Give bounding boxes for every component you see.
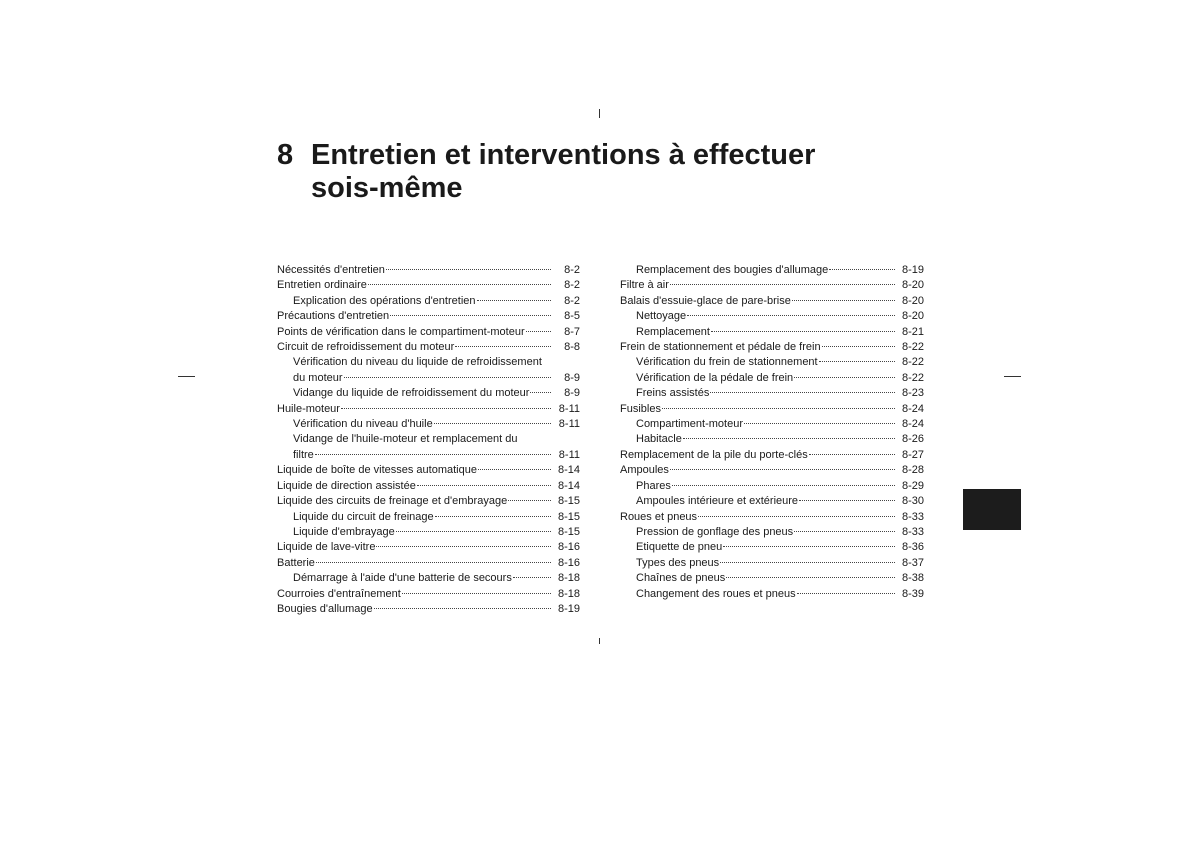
toc-entry[interactable] xyxy=(620,510,924,525)
toc-entry-page: 8-19 xyxy=(557,602,580,615)
toc-entry-page: 8-15 xyxy=(557,525,580,538)
toc-dot-leader xyxy=(822,346,895,347)
toc-entry-page: 8-39 xyxy=(901,587,924,600)
toc-entry-page: 8-5 xyxy=(564,310,580,323)
toc-entry-page: 8-29 xyxy=(901,479,924,492)
chapter-title xyxy=(277,139,917,205)
toc-entry[interactable] xyxy=(620,278,924,293)
toc-entry-page: 8-2 xyxy=(564,264,580,276)
toc-entry-label: Balais d'essuie-glace de pare-brise xyxy=(620,294,791,307)
toc-entry-page: 8-38 xyxy=(901,572,924,585)
toc-entry[interactable] xyxy=(620,525,924,540)
toc-dot-leader xyxy=(794,377,895,378)
toc-entry[interactable] xyxy=(277,525,580,540)
toc-entry-label: Liquide de lave-vitre xyxy=(277,541,376,554)
toc-entry[interactable] xyxy=(277,294,580,309)
toc-entry[interactable] xyxy=(620,417,924,432)
toc-entry[interactable] xyxy=(277,402,580,417)
toc-entry-label: Courroies d'entraînement xyxy=(277,587,401,600)
toc-entry-label: Nécessités d'entretien xyxy=(277,264,385,276)
toc-dot-leader xyxy=(723,546,895,547)
toc-entry[interactable] xyxy=(277,355,580,370)
toc-dot-leader xyxy=(683,438,895,439)
toc-entry[interactable] xyxy=(620,571,924,586)
toc-dot-leader xyxy=(809,454,895,455)
toc-entry-page: 8-7 xyxy=(564,325,580,338)
toc-entry-page: 8-37 xyxy=(901,556,924,569)
toc-dot-leader xyxy=(792,300,895,301)
toc-entry-page: 8-33 xyxy=(901,525,924,538)
toc-entry-page: 8-22 xyxy=(901,356,924,369)
toc-entry-page: 8-2 xyxy=(564,294,580,307)
toc-dot-leader xyxy=(720,562,895,563)
toc-entry-label: Types des pneus xyxy=(636,556,720,569)
toc-entry[interactable] xyxy=(277,448,580,463)
toc-entry-label: Entretien ordinaire xyxy=(277,279,367,292)
toc-dot-leader xyxy=(744,423,895,424)
toc-entry-page: 8-20 xyxy=(901,279,924,292)
toc-entry[interactable] xyxy=(277,309,580,324)
toc-dot-leader xyxy=(829,269,895,270)
crop-mark-left xyxy=(178,376,195,377)
toc-entry-page: 8-11 xyxy=(558,448,580,461)
toc-entry[interactable] xyxy=(277,417,580,432)
toc-entry-page: 8-16 xyxy=(557,541,580,554)
toc-entry-page: 8-27 xyxy=(901,448,924,461)
toc-entry-page: 8-24 xyxy=(901,418,924,431)
toc-entry-label: Changement des roues et pneus xyxy=(636,587,796,600)
toc-entry[interactable] xyxy=(277,340,580,355)
toc-entry[interactable] xyxy=(277,494,580,509)
crop-mark-bottom xyxy=(599,638,600,644)
toc-dot-leader xyxy=(315,454,551,455)
toc-entry-page: 8-11 xyxy=(558,418,580,431)
toc-dot-leader xyxy=(670,469,895,470)
toc-entry[interactable] xyxy=(620,386,924,401)
toc-entry-page: 8-21 xyxy=(901,325,924,338)
crop-mark-top xyxy=(599,109,600,118)
toc-dot-leader xyxy=(386,269,551,270)
toc-entry[interactable] xyxy=(277,571,580,586)
toc-entry[interactable] xyxy=(620,402,924,417)
toc-entry-label: Liquide de direction assistée xyxy=(277,479,416,492)
toc-entry-page: 8-9 xyxy=(564,387,580,400)
toc-entry[interactable] xyxy=(277,325,580,340)
toc-entry[interactable] xyxy=(277,386,580,401)
toc-entry[interactable] xyxy=(620,479,924,494)
toc-dot-leader xyxy=(396,531,551,532)
toc-entry-label: Vidange du liquide de refroidissement du moteur xyxy=(293,387,530,400)
toc-entry-label: Ampoules intérieure et extérieure xyxy=(636,495,799,508)
toc-entry[interactable] xyxy=(277,263,580,278)
toc-entry-label: Remplacement des bougies d'allumage xyxy=(636,264,829,276)
toc-entry-label: Points de vérification dans le compartiment-moteur xyxy=(277,325,525,338)
toc-dot-leader xyxy=(374,608,551,609)
toc-dot-leader xyxy=(672,485,895,486)
toc-dot-leader xyxy=(368,284,551,285)
toc-entry-page: 8-9 xyxy=(564,371,580,384)
toc-entry-label: Liquide du circuit de freinage xyxy=(293,510,434,523)
toc-dot-leader xyxy=(435,516,551,517)
toc-dot-leader xyxy=(670,284,895,285)
toc-entry-page: 8-36 xyxy=(901,541,924,554)
toc-entry-label: filtre xyxy=(293,448,314,461)
toc-entry-label: Pression de gonflage des pneus xyxy=(636,525,794,538)
toc-dot-leader xyxy=(477,300,552,301)
toc-entry-label: Huile-moteur xyxy=(277,402,340,415)
toc-entry-label: Batterie xyxy=(277,556,315,569)
toc-entry-label: Liquide d'embrayage xyxy=(293,525,395,538)
toc-entry[interactable] xyxy=(277,278,580,293)
toc-entry-label: Vérification du frein de stationnement xyxy=(636,356,818,369)
toc-entry-label: Explication des opérations d'entretien xyxy=(293,294,476,307)
toc-entry-page: 8-33 xyxy=(901,510,924,523)
toc-dot-leader xyxy=(711,331,895,332)
toc-entry-page: 8-18 xyxy=(557,572,580,585)
toc-entry-label: Chaînes de pneus xyxy=(636,572,726,585)
toc-dot-leader xyxy=(710,392,895,393)
toc-entry-page: 8-15 xyxy=(557,510,580,523)
toc-entry[interactable] xyxy=(277,510,580,525)
toc-dot-leader xyxy=(530,392,551,393)
toc-entry-label: Vérification de la pédale de frein xyxy=(636,371,794,384)
toc-entry[interactable] xyxy=(277,602,580,617)
chapter-title-line-2: sois-même xyxy=(311,172,463,204)
toc-dot-leader xyxy=(794,531,895,532)
toc-entry-page: 8-22 xyxy=(901,341,924,354)
toc-entry-page: 8-14 xyxy=(557,479,580,492)
toc-entry-label: Filtre à air xyxy=(620,279,669,292)
toc-entry-page: 8-15 xyxy=(557,495,580,508)
toc-entry[interactable] xyxy=(620,340,924,355)
toc-entry-label: Précautions d'entretien xyxy=(277,310,390,323)
toc-entry[interactable] xyxy=(620,556,924,571)
toc-entry-label: Circuit de refroidissement du moteur xyxy=(277,341,455,354)
toc-entry-page: 8-26 xyxy=(901,433,924,446)
toc-dot-leader xyxy=(526,331,551,332)
toc-entry-page: 8-8 xyxy=(564,341,580,354)
toc-entry-label: Vérification du niveau du liquide de refroidissement xyxy=(293,356,542,369)
toc-entry-label: Liquide des circuits de freinage et d'embrayage xyxy=(277,495,508,508)
toc-entry[interactable] xyxy=(620,294,924,309)
toc-entry-page: 8-20 xyxy=(901,294,924,307)
toc-dot-leader xyxy=(799,500,895,501)
toc-entry-label: Remplacement de la pile du porte-clés xyxy=(620,448,808,461)
toc-entry-label: Frein de stationnement et pédale de frein xyxy=(620,341,821,354)
toc-entry-page: 8-23 xyxy=(901,387,924,400)
toc-entry-label: Nettoyage xyxy=(636,310,687,323)
toc-left-column xyxy=(277,263,580,617)
toc-dot-leader xyxy=(508,500,551,501)
crop-mark-right xyxy=(1004,376,1021,377)
toc-entry[interactable] xyxy=(620,448,924,463)
toc-entry[interactable] xyxy=(277,587,580,602)
toc-entry-page: 8-28 xyxy=(901,464,924,477)
toc-entry-label: Bougies d'allumage xyxy=(277,602,373,615)
toc-dot-leader xyxy=(687,315,895,316)
toc-entry-page: 8-18 xyxy=(557,587,580,600)
toc-dot-leader xyxy=(390,315,551,316)
toc-entry-page: 8-19 xyxy=(901,264,924,276)
toc-entry-label: Ampoules xyxy=(620,464,669,477)
toc-dot-leader xyxy=(341,408,551,409)
toc-entry-page: 8-24 xyxy=(901,402,924,415)
toc-dot-leader xyxy=(434,423,551,424)
toc-entry[interactable] xyxy=(277,463,580,478)
toc-entry-page: 8-30 xyxy=(901,495,924,508)
toc-entry-page: 8-22 xyxy=(901,371,924,384)
chapter-title-line-1: Entretien et interventions à effectuer xyxy=(311,139,816,171)
toc-entry[interactable] xyxy=(277,371,580,386)
chapter-thumb-tab xyxy=(963,489,1021,530)
toc-dot-leader xyxy=(316,562,551,563)
toc-entry[interactable] xyxy=(620,263,924,278)
toc-dot-leader xyxy=(513,577,551,578)
toc-entry-page: 8-16 xyxy=(557,556,580,569)
toc-entry-label: Freins assistés xyxy=(636,387,710,400)
toc-entry[interactable] xyxy=(620,355,924,370)
chapter-number: 8 xyxy=(277,139,294,171)
toc-entry-page: 8-20 xyxy=(901,310,924,323)
toc-dot-leader xyxy=(455,346,551,347)
toc-dot-leader xyxy=(376,546,551,547)
toc-entry-label: Vidange de l'huile-moteur et remplacement du xyxy=(293,433,518,446)
toc-dot-leader xyxy=(478,469,551,470)
toc-entry[interactable] xyxy=(620,371,924,386)
toc-dot-leader xyxy=(819,361,895,362)
toc-entry-page: 8-2 xyxy=(564,279,580,292)
toc-entry[interactable] xyxy=(620,432,924,447)
chapter-title-text xyxy=(311,139,917,205)
toc-entry-label: Liquide de boîte de vitesses automatique xyxy=(277,464,477,477)
toc-entry[interactable] xyxy=(620,309,924,324)
toc-entry-label: Vérification du niveau d'huile xyxy=(293,418,433,431)
toc-entry[interactable] xyxy=(620,540,924,555)
toc-entry[interactable] xyxy=(277,479,580,494)
toc-entry-page: 8-11 xyxy=(558,402,580,415)
toc-dot-leader xyxy=(698,516,895,517)
toc-entry-label: Habitacle xyxy=(636,433,682,446)
toc-entry-label: du moteur xyxy=(293,371,343,384)
toc-entry-label: Etiquette de pneu xyxy=(636,541,723,554)
toc-entry-label: Phares xyxy=(636,479,671,492)
toc-entry[interactable] xyxy=(277,432,580,447)
toc-dot-leader xyxy=(726,577,895,578)
toc-entry[interactable] xyxy=(277,540,580,555)
toc-entry[interactable] xyxy=(620,587,924,602)
toc-entry-label: Roues et pneus xyxy=(620,510,698,523)
toc-right-column xyxy=(620,263,924,602)
toc-entry-page: 8-14 xyxy=(557,464,580,477)
toc-entry[interactable] xyxy=(620,325,924,340)
toc-entry-label: Fusibles xyxy=(620,402,661,415)
toc-dot-leader xyxy=(662,408,895,409)
toc-dot-leader xyxy=(402,593,551,594)
toc-entry-label: Démarrage à l'aide d'une batterie de secours xyxy=(293,572,512,585)
toc-entry[interactable] xyxy=(620,463,924,478)
toc-entry-label: Compartiment-moteur xyxy=(636,418,743,431)
toc-dot-leader xyxy=(797,593,895,594)
toc-dot-leader xyxy=(344,377,551,378)
toc-entry[interactable] xyxy=(620,494,924,509)
toc-dot-leader xyxy=(417,485,551,486)
toc-entry-label: Remplacement xyxy=(636,325,710,338)
toc-entry[interactable] xyxy=(277,556,580,571)
